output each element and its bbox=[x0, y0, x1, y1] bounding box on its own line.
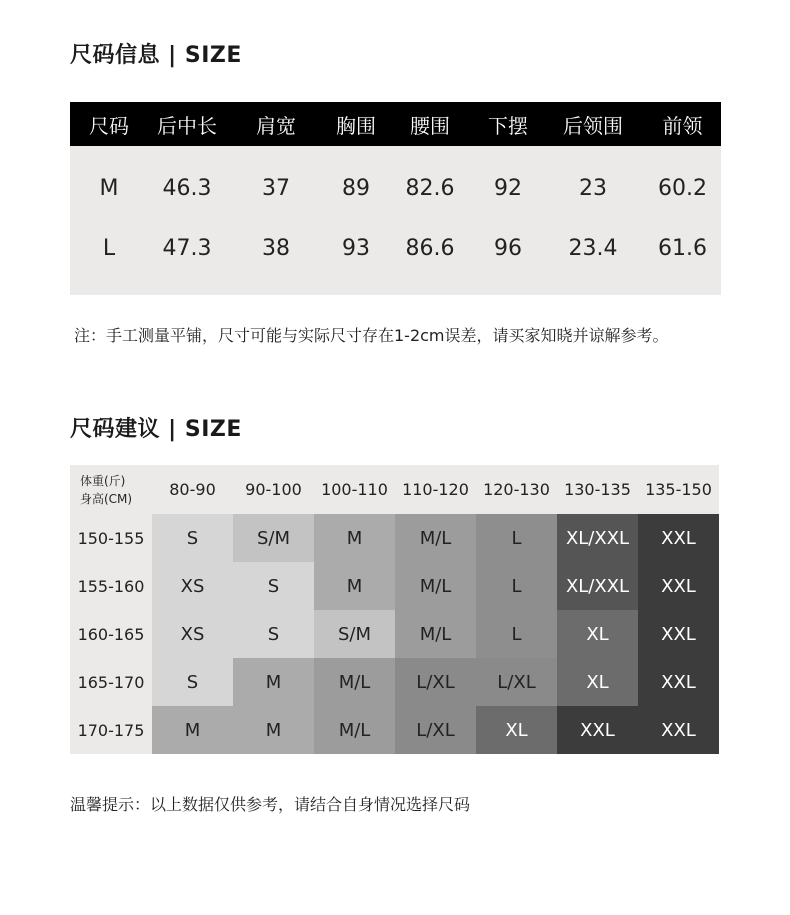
weight-header: 130-135 bbox=[564, 480, 631, 499]
corner-label bbox=[70, 465, 152, 514]
weight-header: 80-90 bbox=[169, 480, 216, 499]
table-cell: 37 bbox=[262, 175, 290, 201]
table-cell: 47.3 bbox=[162, 235, 212, 261]
weight-header: 110-120 bbox=[402, 480, 469, 499]
height-label: 170-175 bbox=[70, 706, 152, 754]
table-cell: 23 bbox=[579, 175, 607, 201]
measurement-note: 注：手工测量平铺，尺寸可能与实际尺寸存在1-2cm误差，请买家知晓并谅解参考。 bbox=[74, 326, 669, 345]
size-cell: L bbox=[476, 610, 557, 658]
header-cell: 下摆 bbox=[488, 113, 528, 138]
size-cell: S/M bbox=[314, 610, 395, 658]
size-cell: XL bbox=[557, 658, 638, 706]
size-cell: XXL bbox=[557, 706, 638, 754]
size-cell: XXL bbox=[638, 514, 719, 562]
size-info-body bbox=[70, 146, 721, 295]
size-cell: S bbox=[233, 562, 314, 610]
size-cell: XS bbox=[152, 562, 233, 610]
size-cell: L/XL bbox=[395, 658, 476, 706]
size-info-header-row bbox=[70, 102, 721, 146]
table-row bbox=[70, 706, 719, 754]
size-cell: XXL bbox=[638, 610, 719, 658]
size-info-title: 尺码信息 | SIZE bbox=[70, 43, 242, 68]
size-recommendation-grid bbox=[70, 465, 719, 754]
table-cell: 96 bbox=[494, 235, 522, 261]
size-cell: M bbox=[314, 562, 395, 610]
table-cell: 93 bbox=[342, 235, 370, 261]
table-cell: 89 bbox=[342, 175, 370, 201]
header-cell: 尺码 bbox=[89, 113, 129, 138]
size-cell: L/XL bbox=[476, 658, 557, 706]
table-cell: 92 bbox=[494, 175, 522, 201]
table-row bbox=[70, 562, 719, 610]
table-cell: L bbox=[102, 235, 116, 261]
height-label: 160-165 bbox=[70, 610, 152, 658]
height-axis-label: 身高(CM) bbox=[80, 492, 133, 506]
size-cell: XS bbox=[152, 610, 233, 658]
recommendation-rows bbox=[70, 514, 719, 754]
size-cell: XL/XXL bbox=[557, 514, 638, 562]
table-cell: 86.6 bbox=[405, 235, 455, 261]
weight-header: 120-130 bbox=[483, 480, 550, 499]
size-cell: S/M bbox=[233, 514, 314, 562]
size-cell: XXL bbox=[638, 706, 719, 754]
size-cell: M bbox=[233, 706, 314, 754]
weight-header: 90-100 bbox=[245, 480, 302, 499]
size-cell: XXL bbox=[638, 562, 719, 610]
size-cell: XXL bbox=[638, 658, 719, 706]
size-cell: M bbox=[152, 706, 233, 754]
table-cell: 60.2 bbox=[658, 175, 707, 201]
weight-axis-label: 体重(斤) bbox=[80, 474, 126, 488]
size-cell: L/XL bbox=[395, 706, 476, 754]
table-row bbox=[70, 610, 719, 658]
size-cell: M/L bbox=[314, 658, 395, 706]
size-cell: S bbox=[233, 610, 314, 658]
table-row bbox=[70, 158, 721, 218]
size-cell: XL/XXL bbox=[557, 562, 638, 610]
size-cell: S bbox=[152, 514, 233, 562]
table-cell: 23.4 bbox=[568, 235, 618, 261]
table-cell: 61.6 bbox=[658, 235, 707, 261]
table-cell: 46.3 bbox=[162, 175, 212, 201]
header-cell: 腰围 bbox=[410, 113, 450, 138]
size-cell: M bbox=[233, 658, 314, 706]
table-row bbox=[70, 514, 719, 562]
weight-header: 100-110 bbox=[321, 480, 388, 499]
size-cell: XL bbox=[557, 610, 638, 658]
size-info-table bbox=[70, 102, 721, 295]
size-cell: M/L bbox=[314, 706, 395, 754]
size-cell: M bbox=[314, 514, 395, 562]
table-row bbox=[70, 658, 719, 706]
weight-header-row bbox=[70, 465, 719, 514]
size-cell: M/L bbox=[395, 514, 476, 562]
table-cell: 82.6 bbox=[405, 175, 455, 201]
size-tip: 温馨提示：以上数据仅供参考，请结合自身情况选择尺码 bbox=[70, 795, 471, 814]
size-cell: L bbox=[476, 562, 557, 610]
header-cell: 胸围 bbox=[336, 113, 376, 138]
size-rec-title: 尺码建议 | SIZE bbox=[70, 417, 242, 442]
size-cell: M/L bbox=[395, 610, 476, 658]
header-cell: 后领围 bbox=[563, 113, 623, 138]
header-cell: 前领 bbox=[662, 113, 703, 138]
size-cell: XL bbox=[476, 706, 557, 754]
header-cell: 肩宽 bbox=[256, 113, 296, 138]
header-cell: 后中长 bbox=[157, 113, 217, 138]
table-cell: M bbox=[99, 175, 119, 201]
weight-header: 135-150 bbox=[645, 480, 712, 499]
height-label: 165-170 bbox=[70, 658, 152, 706]
height-label: 155-160 bbox=[70, 562, 152, 610]
size-cell: M/L bbox=[395, 562, 476, 610]
size-cell: S bbox=[152, 658, 233, 706]
height-label: 150-155 bbox=[70, 514, 152, 562]
table-cell: 38 bbox=[262, 235, 290, 261]
size-cell: L bbox=[476, 514, 557, 562]
table-row bbox=[70, 218, 721, 278]
